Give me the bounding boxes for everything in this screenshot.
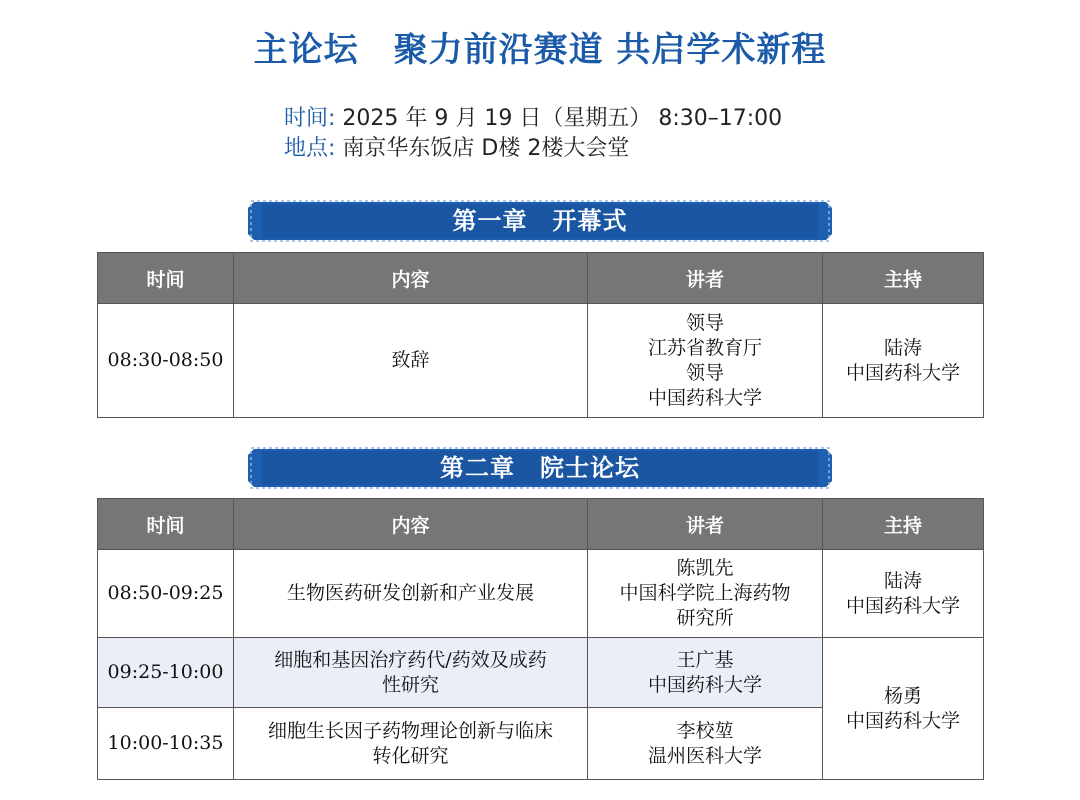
cell-speaker (588, 638, 823, 708)
host-line: 中国药科大学 (845, 594, 960, 617)
table-row (98, 638, 984, 708)
content-line: 生物医药研发创新和产业发展 (286, 582, 534, 604)
host-line: 中国药科大学 (845, 709, 960, 732)
cell-content (234, 638, 588, 708)
cell-host (823, 550, 984, 638)
chapter-1-table (97, 252, 984, 418)
speaker-line: 研究所 (676, 607, 734, 629)
event-time (284, 101, 782, 132)
host-line: 陆涛 (883, 569, 922, 592)
col-header-host: 主持 (823, 499, 984, 550)
col-header-content: 内容 (234, 499, 588, 550)
speaker-line: 陈凯先 (676, 557, 734, 579)
cell-speaker (588, 304, 823, 418)
chapter-2-banner (248, 445, 832, 491)
speaker-line: 中国药科大学 (647, 673, 762, 696)
content-line: 转化研究 (372, 744, 449, 767)
cell-content (234, 708, 588, 780)
cell-host (823, 638, 984, 780)
speaker-line: 王广基 (676, 648, 734, 671)
speaker-line: 中国药科大学 (647, 386, 762, 409)
event-place (284, 131, 629, 162)
host-line: 杨勇 (883, 684, 922, 707)
cell-host (823, 304, 984, 418)
speaker-line: 江苏省教育厅 (647, 336, 762, 359)
host-line: 陆涛 (883, 336, 922, 359)
speaker-line: 李校堃 (676, 719, 734, 742)
speaker-line: 领导 (685, 311, 724, 334)
col-header-speaker: 讲者 (588, 253, 823, 304)
chapter-2-title: 第二章 院士论坛 (440, 453, 640, 482)
chapter-2-table (97, 498, 984, 780)
table-row (98, 304, 984, 418)
col-header-host: 主持 (823, 253, 984, 304)
cell-content (234, 304, 588, 418)
content-line: 性研究 (381, 673, 439, 696)
page-title: 主论坛 聚力前沿赛道 共启学术新程 (253, 30, 827, 70)
cell-speaker (588, 550, 823, 638)
cell-speaker (588, 708, 823, 780)
chapter-1-title: 第一章 开幕式 (452, 206, 628, 235)
cell-time: 09:25-10:00 (98, 638, 234, 708)
cell-time: 08:30-08:50 (98, 304, 234, 418)
cell-content (234, 550, 588, 638)
col-header-content: 内容 (234, 253, 588, 304)
content-line: 细胞生长因子药物理论创新与临床 (267, 719, 553, 742)
time-value: 2025 年 9 月 19 日（星期五） 8:30–17:00 (335, 106, 783, 131)
speaker-line: 中国科学院上海药物 (619, 582, 791, 604)
table-row (98, 550, 984, 638)
content-line: 致辞 (391, 349, 430, 371)
cell-time: 08:50-09:25 (98, 550, 234, 638)
content-line: 细胞和基因治疗药代/药效及成药 (274, 648, 547, 671)
col-header-time: 时间 (98, 499, 234, 550)
col-header-speaker: 讲者 (588, 499, 823, 550)
cell-time: 10:00-10:35 (98, 708, 234, 780)
host-line: 中国药科大学 (845, 361, 960, 384)
speaker-line: 领导 (685, 361, 724, 384)
table-header-row (98, 253, 984, 304)
table-header-row (98, 499, 984, 550)
time-label: 时间: (284, 106, 336, 131)
place-value: 南京华东饭店 D楼 2楼大会堂 (335, 136, 630, 161)
place-label: 地点: (284, 136, 336, 161)
col-header-time: 时间 (98, 253, 234, 304)
chapter-1-banner (248, 198, 832, 244)
speaker-line: 温州医科大学 (647, 744, 762, 767)
